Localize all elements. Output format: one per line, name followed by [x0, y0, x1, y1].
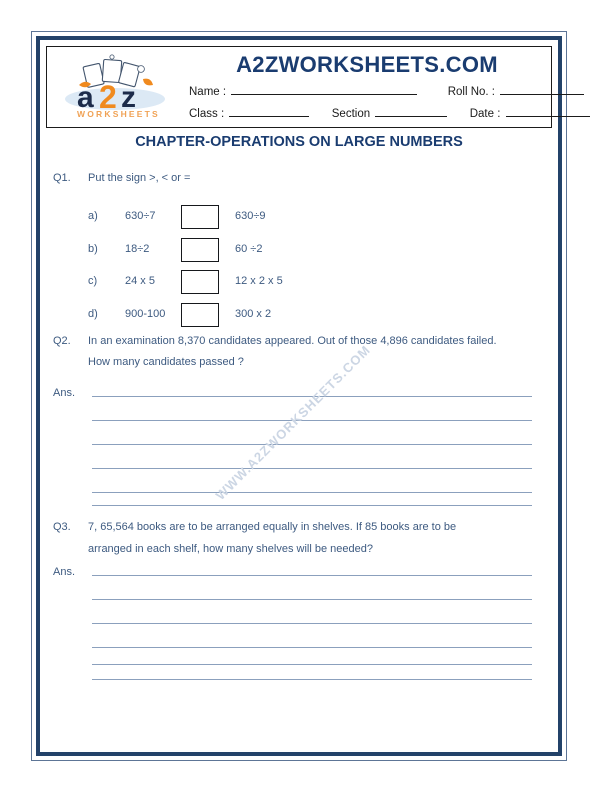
svg-text:a: a — [77, 81, 94, 114]
question-2-number: Q2. — [53, 335, 71, 347]
expression-left-a: 630÷7 — [125, 210, 156, 222]
name-label: Name : — [189, 86, 227, 98]
svg-text:2: 2 — [99, 79, 117, 115]
class-input[interactable] — [229, 105, 309, 117]
question-3-text-line-2: arranged in each shelf, how many shelves will be needed? — [88, 543, 373, 555]
svg-text:z: z — [121, 81, 136, 114]
question-2-text-line-1: In an examination 8,370 candidates appeared. Out of those 4,896 candidates failed. — [88, 335, 497, 347]
expression-left-b: 18÷2 — [125, 243, 150, 255]
question-1-prompt: Put the sign >, < or = — [88, 172, 191, 184]
expression-right-b: 60 ÷2 — [235, 243, 263, 255]
question-2-text-line-2: How many candidates passed ? — [88, 356, 244, 368]
compare-row-b — [0, 238, 600, 268]
question-3-answer-line[interactable] — [92, 599, 532, 600]
item-letter-b: b) — [88, 243, 98, 255]
chapter-title: CHAPTER-OPERATIONS ON LARGE NUMBERS — [135, 134, 463, 150]
site-watermark: WWW.A2ZWORKSHEETS.COM — [212, 342, 374, 503]
question-2-answer-label: Ans. — [53, 387, 76, 399]
date-input[interactable] — [506, 105, 590, 117]
student-info-header — [46, 46, 552, 128]
question-3-text-line-1: 7, 65,564 books are to be arranged equally in shelves. If 85 books are to be — [88, 521, 457, 533]
question-2-answer-line[interactable] — [92, 420, 532, 421]
header-field-row-2 — [189, 105, 592, 123]
question-1-number: Q1. — [53, 172, 71, 184]
brand-title: A2ZWORKSHEETS.COM — [236, 52, 498, 77]
sign-answer-box-b[interactable] — [181, 238, 219, 262]
a2z-logo — [55, 53, 175, 121]
question-3-answer-line[interactable] — [92, 623, 532, 624]
item-letter-a: a) — [88, 210, 98, 222]
compare-row-c — [0, 270, 600, 300]
svg-text:WORKSHEETS: WORKSHEETS — [77, 109, 160, 119]
item-letter-d: d) — [88, 308, 98, 320]
sign-answer-box-a[interactable] — [181, 205, 219, 229]
question-3-number: Q3. — [53, 521, 71, 533]
section-label: Section — [331, 108, 371, 120]
expression-left-c: 24 x 5 — [125, 275, 155, 287]
question-2-answer-line[interactable] — [92, 505, 532, 506]
date-label: Date : — [469, 108, 501, 120]
sign-answer-box-c[interactable] — [181, 270, 219, 294]
class-label: Class : — [189, 108, 225, 120]
expression-right-c: 12 x 2 x 5 — [235, 275, 283, 287]
name-input[interactable] — [231, 83, 417, 95]
question-3-answer-line[interactable] — [92, 679, 532, 680]
question-3-answer-line[interactable] — [92, 647, 532, 648]
compare-row-d — [0, 303, 600, 333]
item-letter-c: c) — [88, 275, 98, 287]
question-3-answer-label: Ans. — [53, 566, 76, 578]
sign-answer-box-d[interactable] — [181, 303, 219, 327]
question-3-answer-line[interactable] — [92, 575, 532, 576]
roll-no-label: Roll No. : — [447, 86, 495, 98]
section-input[interactable] — [375, 105, 447, 117]
question-3-answer-line[interactable] — [92, 664, 532, 665]
question-2-answer-line[interactable] — [92, 444, 532, 445]
expression-left-d: 900-100 — [125, 308, 166, 320]
compare-row-a — [0, 205, 600, 235]
question-2-answer-line[interactable] — [92, 468, 532, 469]
expression-right-a: 630÷9 — [235, 210, 266, 222]
roll-no-input[interactable] — [500, 83, 584, 95]
expression-right-d: 300 x 2 — [235, 308, 272, 320]
header-field-row-1 — [189, 83, 586, 101]
question-2-answer-line[interactable] — [92, 396, 532, 397]
question-2-answer-line[interactable] — [92, 492, 532, 493]
